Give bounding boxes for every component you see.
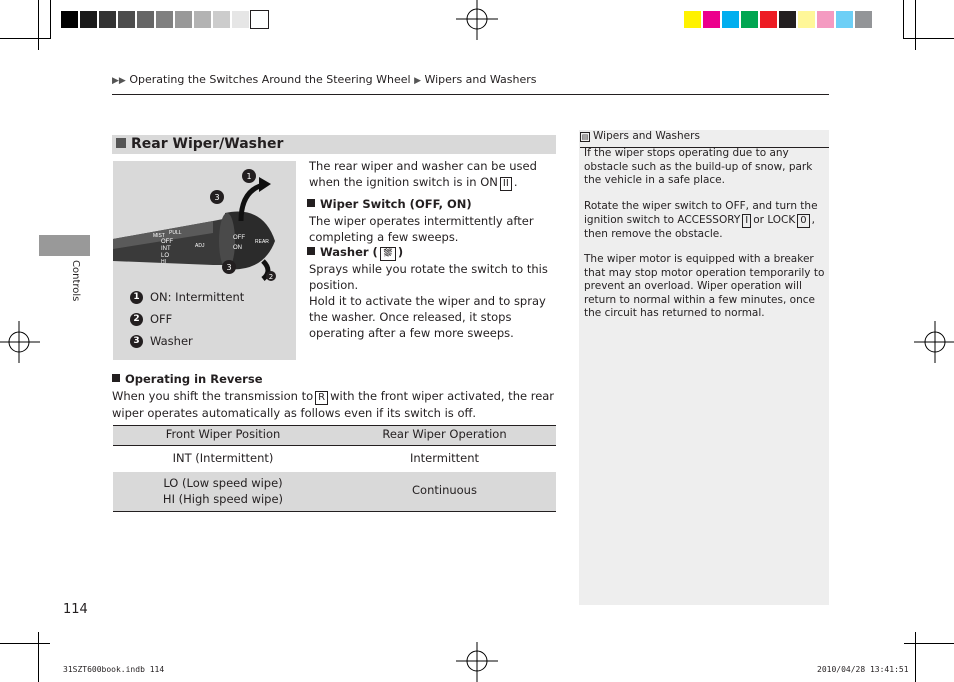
header-rule — [112, 94, 829, 95]
stalk-label-int: INT — [161, 246, 171, 252]
grayscale-swatch — [137, 11, 154, 28]
color-swatch — [741, 11, 758, 28]
legend-number: 2 — [130, 313, 143, 326]
square-bullet-icon — [307, 247, 315, 255]
breadcrumb-arrow-icon: ▶▶ — [112, 76, 126, 86]
stalk-label-hi: HI — [161, 259, 166, 265]
breadcrumb-arrow-icon: ▶ — [414, 76, 421, 86]
stalk-label-mist: MIST — [153, 233, 165, 239]
washer-icon: ⛆ — [380, 247, 396, 261]
grayscale-swatch — [118, 11, 135, 28]
ignition-key-0: 0 — [797, 214, 809, 228]
legend-item — [130, 290, 244, 304]
stalk-label-rear-on: ON — [233, 245, 242, 251]
stalk-label-rear: REAR — [255, 239, 269, 245]
sidebar-title: ▤ Wipers and Washers — [581, 130, 700, 142]
grayscale-swatch — [194, 11, 211, 28]
callout-1: 1 — [246, 172, 252, 181]
crop-mark — [904, 643, 954, 644]
crop-mark — [0, 643, 50, 644]
color-swatch — [817, 11, 834, 28]
table-rule — [113, 445, 556, 446]
color-swatch — [798, 11, 815, 28]
stalk-label-rear-off: OFF — [233, 235, 245, 241]
stalk-label-off: OFF — [161, 239, 173, 245]
page-number: 114 — [63, 602, 88, 617]
registration-mark — [0, 321, 42, 363]
stalk-label-adj: ADJ — [195, 243, 205, 249]
color-swatch — [836, 11, 853, 28]
wiper-switch-text: The wiper operates intermittently after completing a few sweeps. — [309, 214, 534, 244]
grayscale-swatch — [213, 11, 230, 28]
callout-3-top: 3 — [214, 193, 220, 202]
grayscale-swatch — [61, 11, 78, 28]
legend-label: OFF — [150, 312, 173, 326]
registration-mark — [912, 321, 954, 363]
grayscale-swatch — [156, 11, 173, 28]
table-rule — [113, 425, 556, 426]
sidebar-paragraph: If the wiper stops operating due to any obstacle such as the build-up of snow, park the vehicle in a safe place. — [584, 147, 813, 186]
section-tab-marker — [39, 235, 90, 256]
stalk-label-lo: LO — [161, 253, 170, 259]
grayscale-swatch — [99, 11, 116, 28]
reverse-text: When you shift the transmission to R with the front wiper activated, the rear wiper operates automatically as follows even if its switch is off. — [112, 389, 555, 420]
color-swatch — [722, 11, 739, 28]
washer-text: Sprays while you rotate the switch to this position. Hold it to activate the wiper and to spray the washer. Once released, it stops operating after a few more sweeps. — [309, 262, 548, 340]
legend-label: ON: Intermittent — [150, 290, 245, 304]
color-swatch — [703, 11, 720, 28]
crop-mark — [50, 0, 51, 39]
crop-mark — [904, 38, 954, 39]
stalk-label-pull: PULL — [169, 230, 182, 236]
registration-mark — [456, 0, 498, 42]
breadcrumb-parent[interactable]: Operating the Switches Around the Steering Wheel — [129, 73, 411, 86]
reverse-heading: Operating in Reverse — [112, 372, 263, 386]
legend-number: 3 — [130, 335, 143, 348]
grayscale-swatch — [232, 11, 249, 28]
washer-heading: Washer ( ⛆ ) — [307, 245, 403, 261]
table-rule — [113, 511, 556, 512]
color-swatch — [760, 11, 777, 28]
square-bullet-icon — [112, 374, 120, 382]
section-title: Rear Wiper/Washer — [116, 136, 283, 152]
intro-text: The rear wiper and washer can be used when the ignition switch is in ON II . — [309, 159, 537, 189]
color-swatch — [684, 11, 701, 28]
crop-mark — [915, 632, 916, 682]
note-icon: ▤ — [581, 133, 589, 141]
crop-mark — [903, 0, 904, 39]
section-tab-label: Controls — [70, 260, 81, 302]
crop-mark — [38, 0, 39, 50]
square-bullet-icon — [116, 138, 126, 148]
registration-mark — [456, 640, 498, 682]
wiper-stalk-illustration — [113, 161, 296, 281]
table-cell-rear: Intermittent — [409, 451, 480, 465]
table-cell-rear: Continuous — [412, 483, 477, 497]
breadcrumb — [112, 73, 537, 86]
crop-mark — [38, 632, 39, 682]
color-swatch — [855, 11, 872, 28]
footer-file-info: 31SZT600book.indb 114 — [63, 665, 165, 674]
crop-mark — [915, 0, 916, 50]
wiper-switch-heading: Wiper Switch (OFF, ON) — [307, 197, 472, 211]
table-header-rear: Rear Wiper Operation — [382, 427, 507, 441]
square-bullet-icon — [307, 199, 315, 207]
ignition-key-I: I — [742, 214, 751, 228]
callout-2: 2 — [268, 273, 274, 281]
legend-number: 1 — [130, 291, 143, 304]
grayscale-swatch — [251, 11, 268, 28]
crop-mark — [0, 38, 50, 39]
color-swatch — [779, 11, 796, 28]
table-header-front: Front Wiper Position — [165, 427, 281, 441]
gear-key-R: R — [315, 391, 328, 405]
legend-item — [130, 312, 172, 326]
breadcrumb-current[interactable]: Wipers and Washers — [424, 73, 537, 86]
sidebar-paragraph: The wiper motor is equipped with a breaker that may stop motor operation temporarily to prevent an overload. Wiper operation will return to normal within a few minutes, once the circuit has returned to normal. — [584, 253, 825, 319]
footer-timestamp: 2010/04/28 13:41:51 — [817, 665, 909, 674]
grayscale-swatch — [80, 11, 97, 28]
sidebar-paragraph: Rotate the wiper switch to OFF, and turn the ignition switch to ACCESSORY I or LOCK 0 , then remove the obstacle. — [584, 200, 818, 240]
table-cell-front: LO (Low speed wipe) HI (High speed wipe) — [162, 476, 284, 506]
legend-item — [130, 334, 193, 348]
callout-3-bottom: 3 — [226, 263, 232, 272]
table-cell-front: INT (Intermittent) — [172, 451, 274, 465]
ignition-key-II: II — [500, 177, 512, 191]
legend-label: Washer — [150, 334, 193, 348]
grayscale-swatch — [175, 11, 192, 28]
